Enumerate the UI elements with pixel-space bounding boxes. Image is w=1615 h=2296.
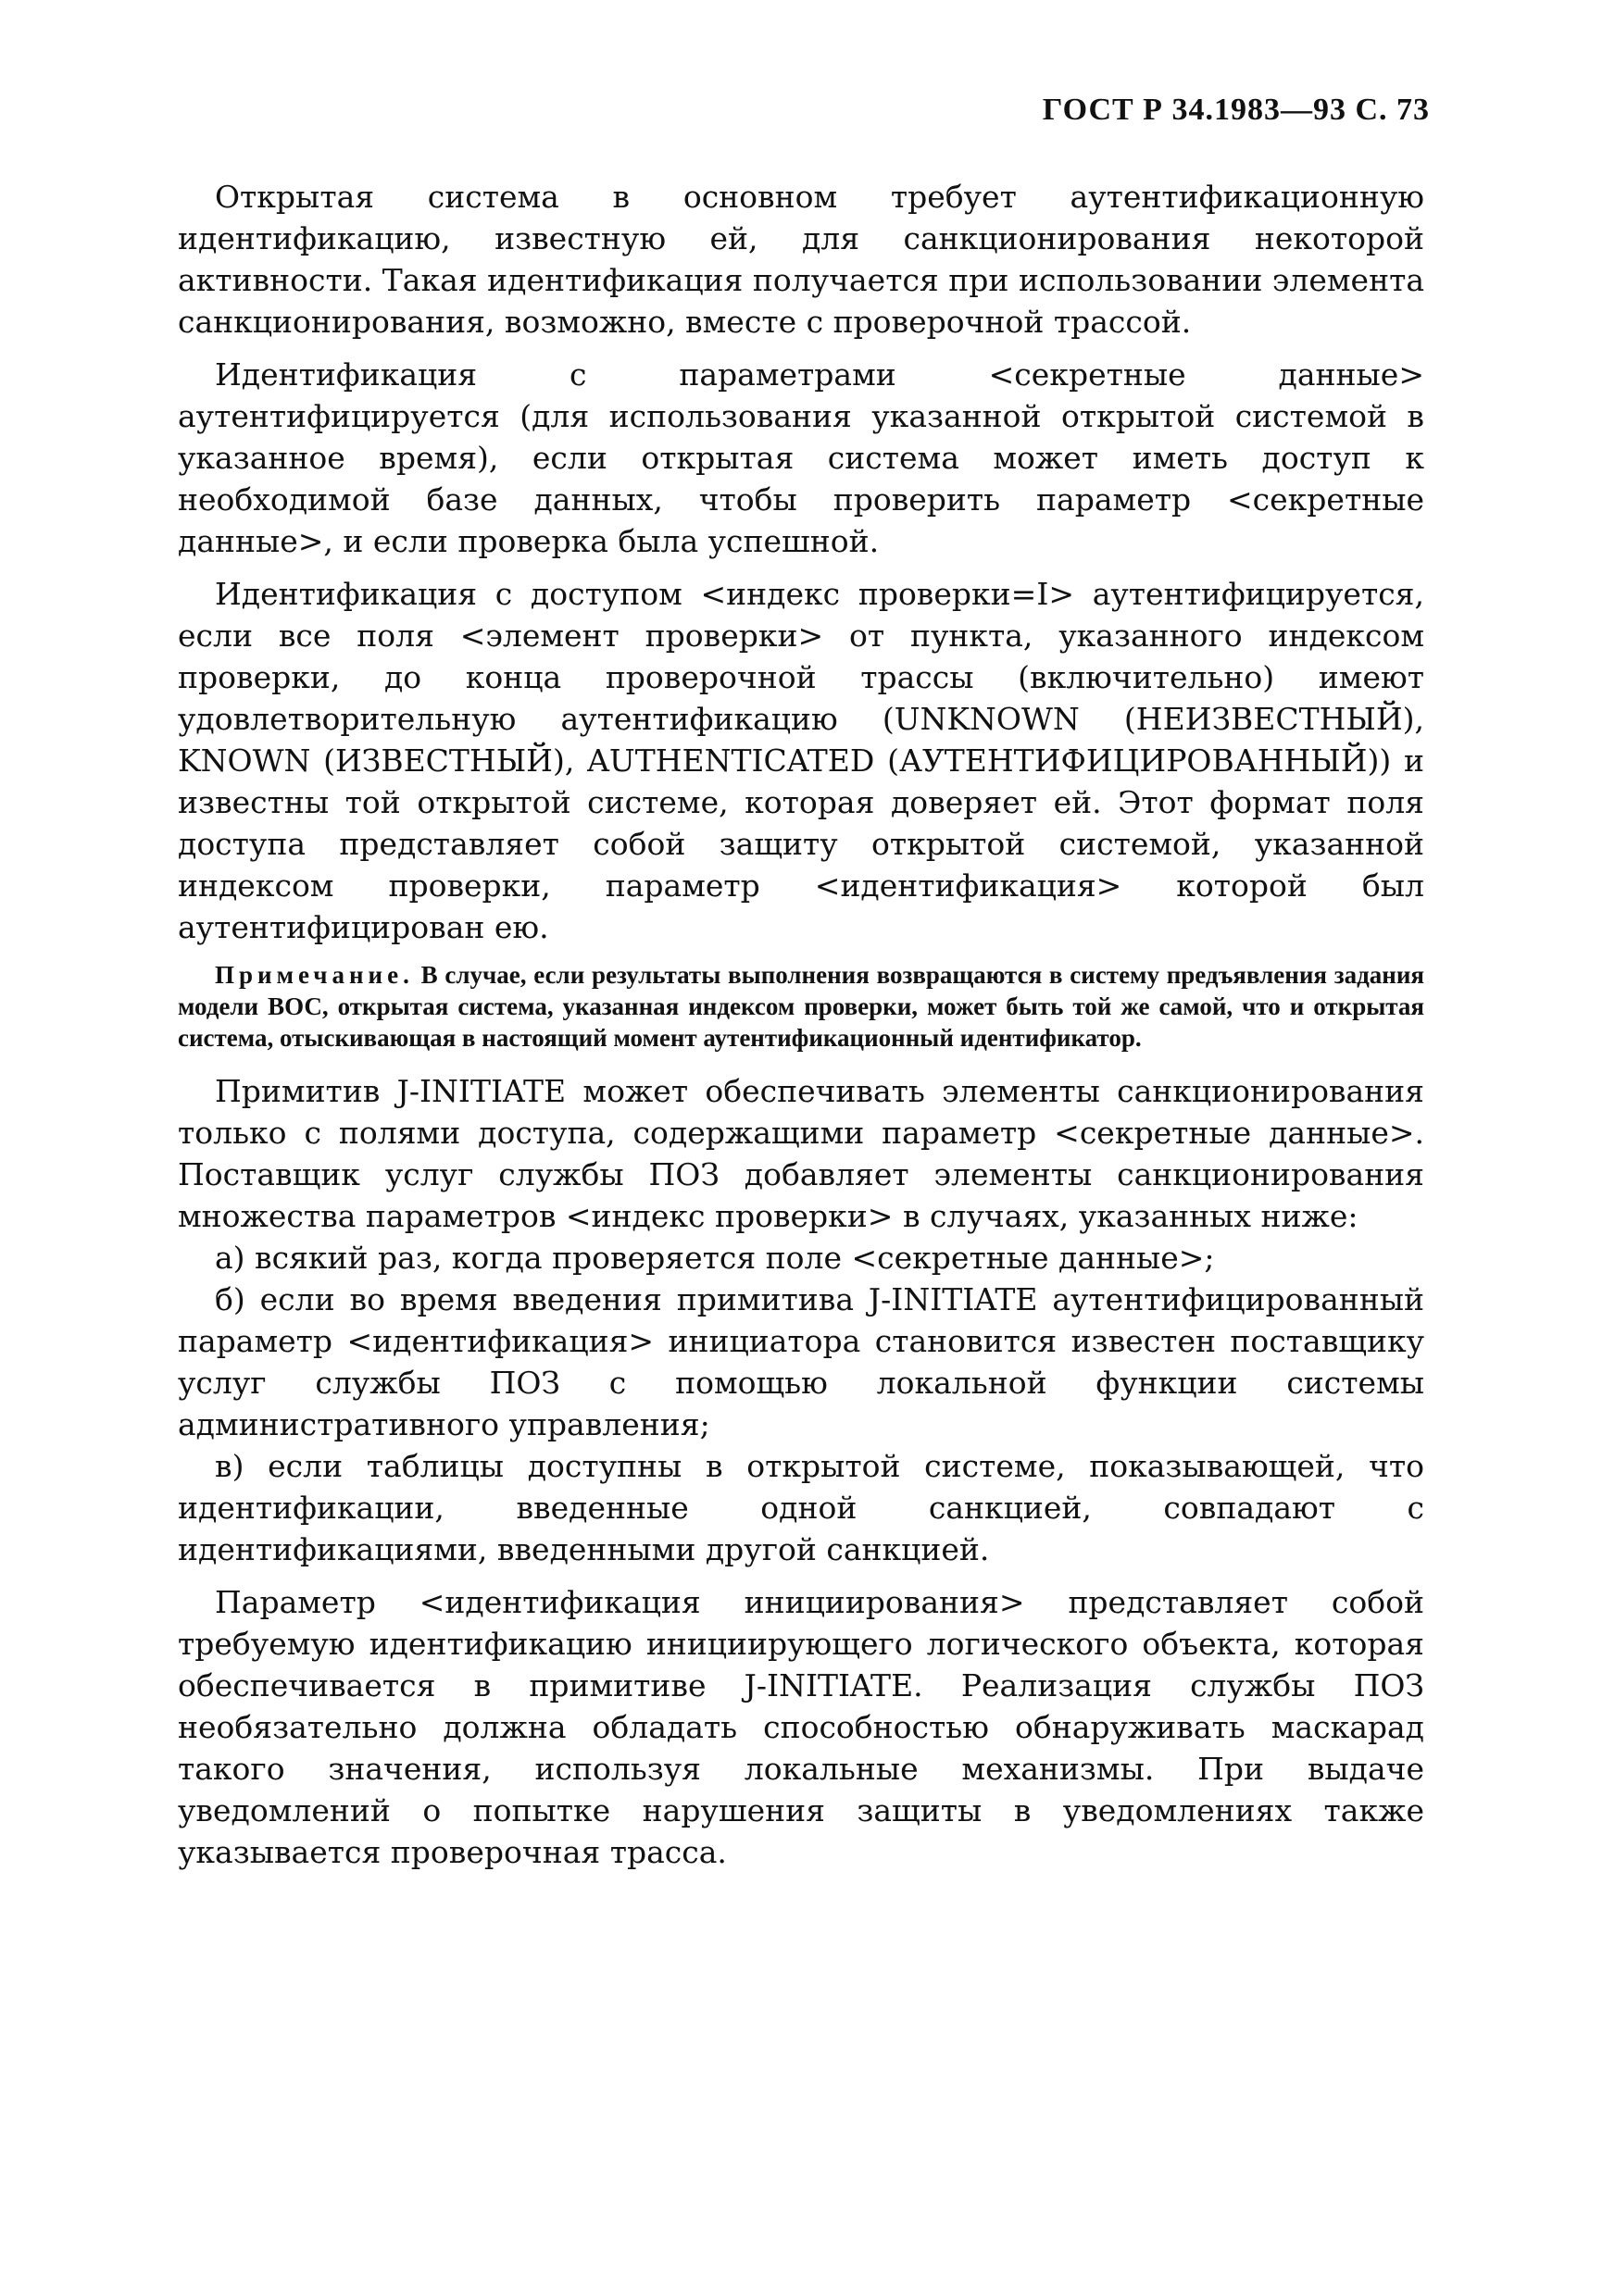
paragraph-2: Идентификация с параметрами <секретные данные> аутентифицируется (для использования указанной открытой системой в указанное время), если открытая система может иметь доступ к необходимой базе данных, чтобы проверить параметр <секретные данные>, и если проверка была успешной.: [178, 356, 1424, 559]
list-item-c: в) если таблицы доступны в открытой системе, показывающей, что идентификации, введенные одной санкцией, совпадают с идентификациями, введенными другой санкцией.: [178, 1448, 1424, 1567]
paragraph-3: Идентификация с доступом <индекс проверки=I> аутентифицируется, если все поля <элемент проверки> от пункта, указанного индексом проверки, до конца проверочной трассы (включительно) имеют удовлетворительную аутентификацию (UNKNOWN (НЕИЗВЕСТНЫЙ), KNOWN (ИЗВЕСТНЫЙ), AUTHENTICATED (АУТЕНТИФИЦИРОВАННЫЙ)) и известны той открытой системе, которая доверяет ей. Этот формат поля доступа представляет собой защиту открытой системой, указанной индексом проверки, параметр <идентификация> которой был аутентифицирован ею.: [178, 576, 1424, 945]
paragraph-5: Параметр <идентификация инициирования> представляет собой требуемую идентификацию инициирующего логического объекта, которая обеспечивается в примитиве J-INITIATE. Реализация службы ПОЗ необязательно должна обладать способностью обнаруживать маскарад такого значения, используя локальные механизмы. При выдаче уведомлений о попытке нарушения защиты в уведомлениях также указывается проверочная трасса.: [178, 1584, 1424, 1870]
list-item-a: а) всякий раз, когда проверяется поле <секретные данные>;: [215, 1240, 1215, 1276]
note-text: В случае, если результаты выполнения возвращаются в систему предъявления задания модели ВОС, открытая система, указанная индексом проверки, может быть той же самой, что и открытая система, отыскивающая в настоящий момент аутентификационный идентификатор.: [178, 961, 1424, 1052]
note-title: Примечание.: [215, 961, 414, 989]
document-body: [178, 176, 1424, 1884]
page-header: ГОСТ Р 34.1983—93 С. 73: [1042, 93, 1430, 127]
note: [178, 959, 1424, 1054]
paragraph-1: Открытая система в основном требует аутентификационную идентификацию, известную ей, для санкционирования некоторой активности. Такая идентификация получается при использовании элемента санкционирования, возможно, вместе с проверочной трассой.: [178, 179, 1424, 340]
paragraph-4: Примитив J-INITIATE может обеспечивать элементы санкционирования только с полями доступа, содержащими параметр <секретные данные>. Поставщик услуг службы ПОЗ добавляет элементы санкционирования множества параметров <индекс проверки> в случаях, указанных ниже:: [178, 1073, 1424, 1234]
list-item-b: б) если во время введения примитива J-INITIATE аутентифицированный параметр <идентификация> инициатора становится известен поставщику услуг службы ПОЗ с помощью локальной функции системы административного управления;: [178, 1281, 1424, 1442]
